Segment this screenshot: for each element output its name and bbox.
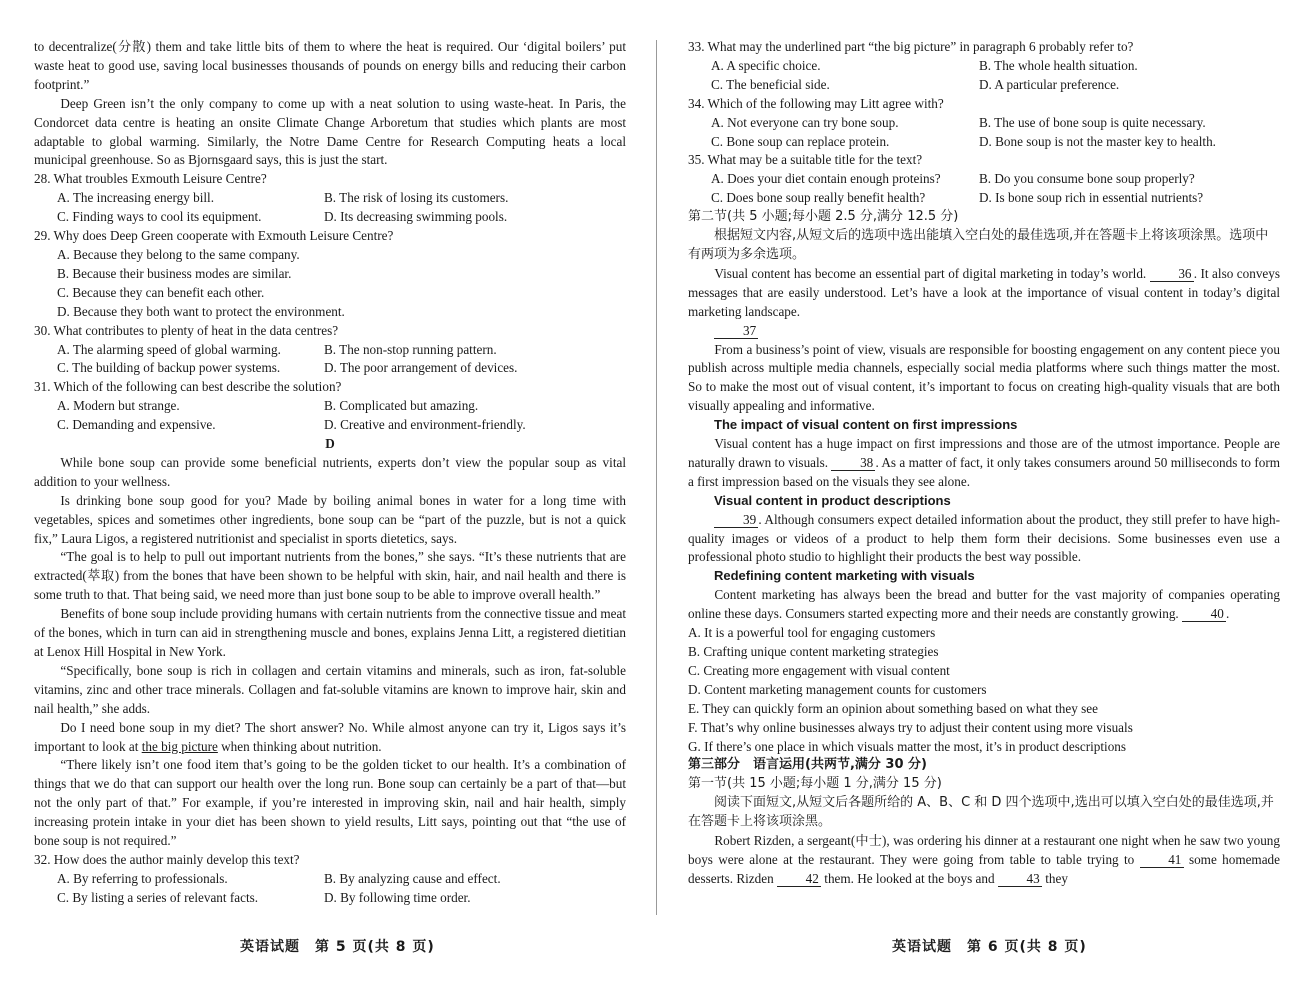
text: some homemade desserts. Rizden	[688, 851, 1280, 886]
blank-42: 42	[777, 871, 821, 887]
blank-43: 43	[998, 871, 1042, 887]
question-stem: 35. What may be a suitable title for the text?	[688, 152, 923, 168]
paragraph: “There likely isn’t one food item that’s going to be the golden ticket to our health. It’s a combination of things that we do that can support our health over the long run. Bone soup can certainly be a part of that—but not the only part of that.” For example, if you’re interested in improving skin, nail and hair health, simply increasing protein intake in your diet has been shown to yield results, Litt says, pointing out that “the use of bone soup is not required.”	[34, 757, 626, 849]
instructions: 阅读下面短文,从短文后各题所给的 A、B、C 和 D 四个选项中,选出可以填入空白处的最佳选项,并在答题卡上将该项涂黑。	[688, 795, 1274, 830]
option: A. Does your diet contain enough proteins?	[711, 171, 941, 187]
column-divider	[656, 40, 657, 915]
question-options	[57, 870, 626, 908]
page-footer-left: 英语试题 第 5 页(共 8 页)	[240, 939, 435, 955]
option: D. Creative and environment-friendly.	[324, 417, 526, 433]
option: B. The whole health situation.	[979, 57, 1138, 73]
choice: D. Content marketing management counts for customers	[688, 681, 987, 697]
left-column	[34, 38, 626, 908]
option: C. By listing a series of relevant facts.	[57, 889, 259, 905]
question-options	[57, 246, 626, 322]
question-stem: 30. What contributes to plenty of heat in the data centres?	[34, 322, 339, 338]
question-options	[711, 170, 1280, 208]
option: A. Not everyone can try bone soup.	[711, 114, 899, 130]
paragraph	[34, 719, 626, 757]
choice: A. It is a powerful tool for engaging customers	[688, 625, 936, 641]
option: A. By referring to professionals.	[57, 870, 228, 886]
paragraph: From a business’s point of view, visuals are responsible for boosting engagement on any content piece you publish across multiple media channels, especially social media platforms where such things matter the most. So to make the most out of visual content, it’s important to focus on creating high-quality visuals that are both visually appealing and informative.	[688, 341, 1280, 414]
option: D. By following time order.	[324, 889, 471, 905]
option: B. Do you consume bone soup properly?	[979, 171, 1195, 187]
choice: E. They can quickly form an opinion about something based on what they see	[688, 700, 1098, 716]
option: D. A particular preference.	[979, 76, 1120, 92]
option: C. Bone soup can replace protein.	[711, 133, 890, 149]
paragraph	[688, 511, 1280, 568]
option: A. The increasing energy bill.	[57, 190, 214, 206]
option: A. Because they belong to the same company.	[57, 246, 300, 262]
paragraph	[688, 832, 1280, 889]
text: them. He looked at the boys and	[821, 870, 998, 886]
text: Visual content has become an essential part of digital marketing in today’s world.	[714, 265, 1150, 281]
text: . Although consumers expect detailed information about the product, they still prefer to have high-quality images or videos of a product to help them form their decisions. Some businesses even use a professional photo studio to highlight their products the best way possible.	[688, 511, 1280, 565]
option: B. Because their business modes are similar.	[57, 265, 292, 281]
blank-37: 37	[714, 323, 758, 339]
subheading: Redefining content marketing with visuals	[714, 568, 975, 584]
right-column	[688, 38, 1280, 889]
choice: G. If there’s one place in which visuals matter the most, it’s in product descriptions	[688, 738, 1127, 754]
question-options	[57, 341, 626, 379]
choice: F. That’s why online businesses always try to adjust their content using more visuals	[688, 719, 1133, 735]
text: Visual content has a huge impact on first impressions and those are of the utmost importance. People are naturally drawn to visuals.	[688, 436, 1280, 470]
question-stem: 28. What troubles Exmouth Leisure Centre?	[34, 171, 267, 187]
text: Content marketing has always been the bread and butter for the vast majority of companies operating online these days. Consumers started expecting more and their needs are constantly growing.	[688, 587, 1280, 622]
choice: C. Creating more engagement with visual content	[688, 662, 950, 678]
option: D. Because they both want to protect the environment.	[57, 303, 345, 319]
paragraph: Is drinking bone soup good for you? Made by boiling animal bones in water for a long time with vegetables, spices and sometimes other ingredients, bone soup can be “part of the puzzle, but is not a quick fix,” Laura Ligos, a registered nutritionist and specialist in sports dietetics, says.	[34, 492, 626, 546]
blank-39: 39	[714, 512, 758, 528]
option: C. The beneficial side.	[711, 76, 830, 92]
question-options	[711, 57, 1280, 95]
option: C. Demanding and expensive.	[57, 417, 216, 433]
text: .	[1226, 606, 1230, 622]
blank-40: 40	[1182, 606, 1226, 622]
underlined-phrase: the big picture	[141, 738, 218, 754]
choice: B. Crafting unique content marketing strategies	[688, 644, 939, 659]
option: D. Its decreasing swimming pools.	[324, 209, 508, 225]
paragraph: “Specifically, bone soup is rich in collagen and certain vitamins and minerals, such as iron, fat-soluble vitamins, zinc and other trace minerals. Collagen and fat-soluble vitamins are known to improve hair, skin and nail health,” she adds.	[34, 662, 626, 716]
text: . It also conveys messages that are easily understood. Let’s have a look at the importance of visual content in today’s digital marketing landscape.	[688, 265, 1280, 319]
option: B. The non-stop running pattern.	[324, 341, 497, 357]
paragraph: to decentralize(分散) them and take little bits of them to where the heat is required. Our ‘digital boilers’ put waste heat to good use, saving local businesses thousands of pounds on energy bills and reducing their carbon footprint.”	[34, 39, 626, 92]
paragraph: Deep Green isn’t the only company to come up with a neat solution to using waste-heat. In Paris, the Condorcet data centre is heating an onsite Climate Change Arboretum that studies which plants are most adaptable to global warming. Similarly, the Notre Dame Centre for Research Computing heats a local municipal greenhouse. So as Bjornsgaard says, this is just the start.	[34, 95, 626, 168]
text: Do I need bone soup in my diet? The short answer? No. While almost anyone can try it, Ligos says it’s important to look at	[34, 719, 626, 754]
option: A. The alarming speed of global warming.	[57, 341, 281, 357]
option: A. Modern but strange.	[57, 398, 180, 414]
question-stem: 33. What may the underlined part “the big picture” in paragraph 6 probably refer to?	[688, 39, 1134, 54]
question-stem: 29. Why does Deep Green cooperate with Exmouth Leisure Centre?	[34, 228, 394, 244]
option: D. The poor arrangement of devices.	[324, 360, 518, 376]
option: D. Bone soup is not the master key to health.	[979, 133, 1216, 149]
question-stem: 31. Which of the following can best describe the solution?	[34, 379, 342, 395]
subheading: Visual content in product descriptions	[714, 492, 951, 508]
option: B. Complicated but amazing.	[324, 398, 479, 414]
section-heading: 第一节(共 15 小题;每小题 1 分,满分 15 分)	[688, 776, 942, 792]
option: B. By analyzing cause and effect.	[324, 870, 501, 886]
option: A. A specific choice.	[711, 57, 821, 73]
instructions: 根据短文内容,从短文后的选项中选出能填入空白处的最佳选项,并在答题卡上将该项涂黑。选项中有两项为多余选项。	[688, 228, 1269, 262]
option: C. Finding ways to cool its equipment.	[57, 209, 262, 225]
subheading: The impact of visual content on first impressions	[714, 417, 1018, 433]
blank-36: 36	[1150, 266, 1194, 282]
passage-letter: D	[325, 436, 335, 452]
question-stem: 32. How does the author mainly develop this text?	[34, 851, 300, 867]
option: C. The building of backup power systems.	[57, 360, 281, 376]
option: C. Does bone soup really benefit health?	[711, 190, 926, 206]
question-options	[57, 189, 626, 227]
option: B. The risk of losing its customers.	[324, 190, 509, 206]
text: . As a matter of fact, it only takes consumers around 50 milliseconds to form a first impression based on the visuals they see alone.	[688, 454, 1280, 489]
paragraph: Benefits of bone soup include providing humans with certain nutrients from the connective tissue and meat of the bones, which in turn can aid in strengthening muscle and bones, explains Jenna Litt, a registered dietitian at Lenox Hill Hospital in New York.	[34, 606, 626, 659]
choice-list	[688, 624, 1280, 756]
option: D. Is bone soup rich in essential nutrients?	[979, 190, 1204, 206]
paragraph: While bone soup can provide some beneficial nutrients, experts don’t view the popular soup as vital addition to your wellness.	[34, 454, 626, 489]
paragraph	[688, 586, 1280, 624]
blank-41: 41	[1140, 852, 1184, 868]
text: when thinking about nutrition.	[217, 738, 382, 754]
paragraph	[688, 265, 1280, 322]
paragraph	[688, 435, 1280, 492]
text: they	[1041, 870, 1068, 886]
text: Robert Rizden, a sergeant(中士), was ordering his dinner at a restaurant one night when he saw two young boys were alone at the restaurant. They were going from table to table trying to	[688, 833, 1280, 867]
option: C. Because they can benefit each other.	[57, 284, 265, 300]
question-stem: 34. Which of the following may Litt agree with?	[688, 95, 944, 111]
section-heading: 第二节(共 5 小题;每小题 2.5 分,满分 12.5 分)	[688, 209, 959, 225]
part-heading: 第三部分 语言运用(共两节,满分 30 分)	[688, 757, 927, 773]
page-footer-right: 英语试题 第 6 页(共 8 页)	[892, 939, 1087, 955]
question-options	[57, 397, 626, 435]
question-options	[711, 114, 1280, 152]
paragraph	[688, 322, 1280, 341]
paragraph: “The goal is to help to pull out important nutrients from the bones,” she says. “It’s these nutrients that are extracted(萃取) from the bones that have been shown to be helpful with skin, hair, and nail health and there is some truth to that. That being said, we need more than just bone soup to be able to improve overall health.”	[34, 549, 626, 603]
option: B. The use of bone soup is quite necessary.	[979, 114, 1206, 130]
blank-38: 38	[831, 455, 875, 471]
